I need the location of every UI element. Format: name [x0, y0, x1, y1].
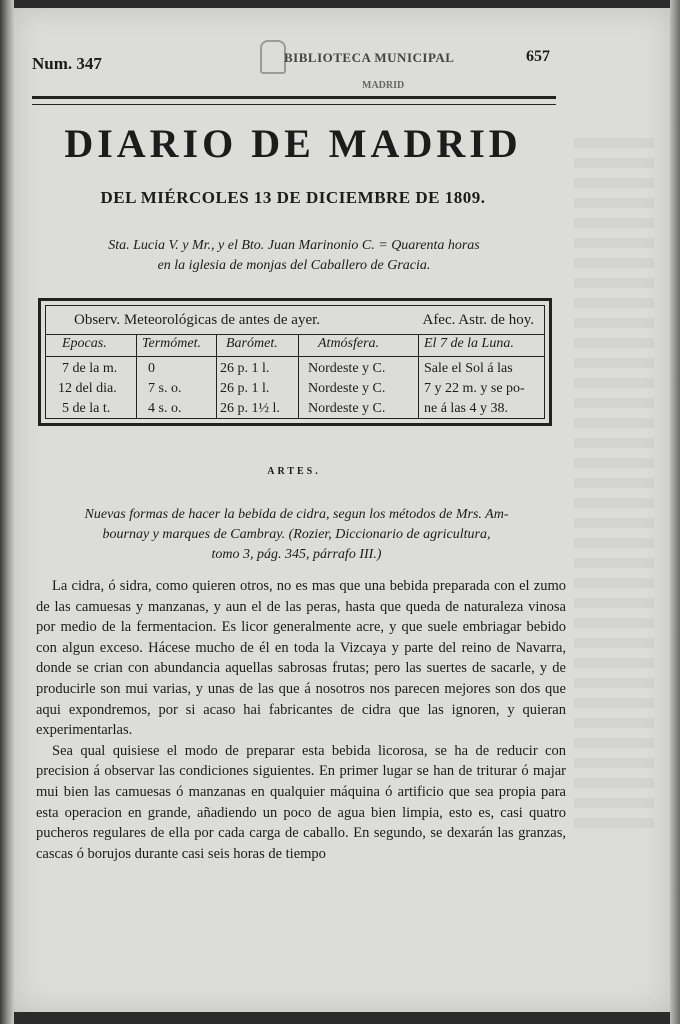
binding-edge	[0, 0, 14, 1024]
saints-of-the-day	[34, 236, 554, 276]
table-cell: 26 p. 1 l.	[220, 361, 270, 376]
page-number: 657	[526, 48, 550, 65]
article-paragraph: Sea qual quisiese el modo de preparar esta bebida licorosa, se ha de reducir con precision á observar las condiciones siguientes. En primer lugar se han de triturar ó majar mui bien las camuesas ó manzanas en qualquier máquina ó artificio que sea propia para esta operacion en grande, añadiendo un poco de agua bien limpia, esto es, casi quatro pucheros regulares de ella por cada carga de caballo. En segundo, se dexarán las granzas, cascas ó borujos durante casi seis horas de tiempo	[36, 742, 566, 862]
masthead-title: DIARIO DE MADRID	[64, 121, 522, 166]
library-stamp-city: MADRID	[362, 80, 405, 91]
library-stamp: BIBLIOTECA MUNICIPAL	[284, 50, 455, 65]
table-cell: Sale el Sol á las	[424, 361, 513, 376]
table-rule	[46, 334, 544, 335]
table-inner-frame	[45, 305, 545, 419]
table-cell: 5 de la t.	[62, 401, 111, 416]
ink-bleed-through	[574, 138, 654, 838]
newspaper-page	[14, 8, 670, 1012]
table-cell: Nordeste y C.	[308, 381, 386, 396]
article-paragraph: La cidra, ó sidra, como quieren otros, no es mas que una bebida preparada con el zumo de las camuesas y manzanas, y aun el de las peras, hasta que queda de naturaleza vinosa por medio de la fermentacion. Es licor generalmente acre, y que suele embriagar bebido con algun exceso. Hácese mucho de él en toda la Vizcaya y parte del reino de Navarra, donde se crian con abundancia aquellas sabrosas frutas; pero las suertes de sacarle, y de producirle son mui varias, y unas de las que á nosotros nos parecen mejores son dos que aqui expondremos, por si acaso hai fabricantes de cidra que las ignoren, y quieran experimentarlas.	[36, 578, 566, 739]
table-cell: 0	[148, 361, 155, 376]
table-cell: 26 p. 1½ l.	[220, 401, 280, 416]
issue-number: Num. 347	[32, 54, 102, 73]
column-header: Atmósfera.	[318, 336, 380, 351]
header-rule	[32, 96, 556, 105]
column-header: Barómet.	[226, 336, 278, 351]
subtitle-line: bournay y marques de Cambray. (Rozier, Diccionario de agricultura,	[102, 527, 491, 542]
saints-line: en la iglesia de monjas del Caballero de Gracia.	[157, 258, 431, 273]
column-header: El 7 de la Luna.	[424, 336, 514, 351]
column-header: Epocas.	[62, 336, 107, 351]
article-body	[36, 576, 566, 864]
table-rule	[46, 356, 544, 357]
table-cell: 12 del dia.	[58, 381, 117, 396]
saints-line: Sta. Lucia V. y Mr., y el Bto. Juan Marinonio C. = Quarenta horas	[108, 238, 480, 253]
table-cell: 4 s. o.	[148, 401, 182, 416]
subtitle-line: tomo 3, pág. 345, párrafo III.)	[211, 547, 382, 562]
dateline: DEL MIÉRCOLES 13 DE DICIEMBRE DE 1809.	[100, 188, 486, 207]
library-crest-icon	[260, 40, 286, 74]
table-cell: 7 de la m.	[62, 361, 118, 376]
section-heading: ARTES.	[267, 466, 321, 477]
table-cell: 7 y 22 m. y se po-	[424, 381, 525, 396]
column-divider	[298, 334, 299, 418]
page-right-edge	[670, 0, 680, 1024]
table-cell: Nordeste y C.	[308, 401, 386, 416]
table-title-left: Observ. Meteorológicas de antes de ayer.	[74, 312, 321, 328]
weather-observations-table	[38, 298, 552, 426]
table-cell: 26 p. 1 l.	[220, 381, 270, 396]
column-divider	[216, 334, 217, 418]
subtitle-line: Nuevas formas de hacer la bebida de cidra, segun los métodos de Mrs. Am-	[84, 507, 509, 522]
table-cell: ne á las 4 y 38.	[424, 401, 508, 416]
column-divider	[418, 334, 419, 418]
article-subtitle	[34, 505, 559, 565]
table-title-right: Afec. Astr. de hoy.	[422, 312, 534, 328]
column-divider	[136, 334, 137, 418]
table-cell: 7 s. o.	[148, 381, 182, 396]
column-header: Termómet.	[142, 336, 201, 351]
table-cell: Nordeste y C.	[308, 361, 386, 376]
header-row	[32, 48, 550, 91]
